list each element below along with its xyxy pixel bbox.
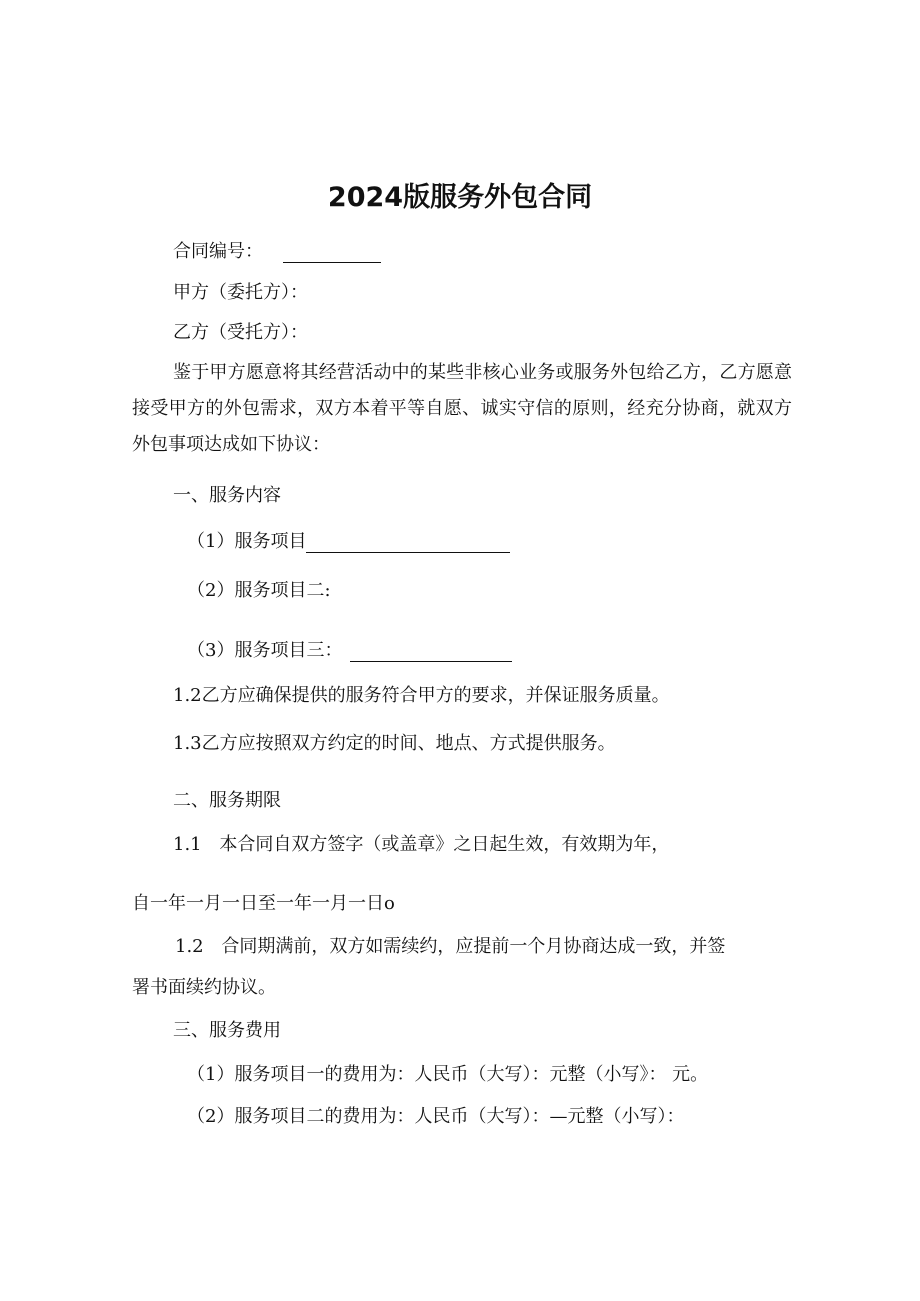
section2-heading: 二、服务期限: [173, 790, 281, 811]
term-clause-1-2: [175, 936, 725, 958]
service-item-3: [187, 640, 512, 662]
clause-1-2: 1.2乙方应确保提供的服务符合甲方的要求，并保证服务质量。: [173, 685, 670, 706]
service-item-3-label: （3）服务项目三：: [187, 640, 343, 661]
term-clause-1-1-continuation: 自一年一月一日至一年一月一日o: [132, 893, 395, 914]
section1-heading: 一、服务内容: [173, 485, 281, 506]
document-title: 2024版服务外包合同: [327, 182, 593, 213]
term-clause-1-1-number: 1.1: [173, 834, 202, 855]
term-clause-1-1: [173, 834, 669, 856]
term-clause-1-2-text: 合同期满前，双方如需续约，应提前一个月协商达成一致，并签: [221, 936, 726, 957]
service-item-1-label: （1）服务项目: [187, 531, 307, 552]
fee-item-1: （1）服务项目一的费用为：人民币（大写）：元整（小写》： 元。: [187, 1064, 709, 1085]
contract-number-blank: [283, 244, 381, 263]
party-b-label: 乙方（受托方）：: [173, 322, 308, 343]
clause-1-3: 1.3乙方应按照双方约定的时间、地点、方式提供服务。: [173, 733, 616, 754]
service-item-1-blank: [306, 534, 510, 553]
intro-paragraph: 鉴于甲方愿意将其经营活动中的某些非核心业务或服务外包给乙方，乙方愿意接受甲方的外包需求，双方本着平等自愿、诚实守信的原则，经充分协商，就双方外包事项达成如下协议：: [132, 362, 792, 455]
fee-item-2: （2）服务项目二的费用为：人民币（大写）：—元整（小写）：: [187, 1106, 685, 1127]
term-clause-1-1-text: 本合同自双方签字（或盖章》之日起生效，有效期为年，: [219, 834, 670, 855]
term-clause-1-2-continuation: 署书面续约协议。: [132, 977, 276, 998]
service-item-3-blank: [350, 643, 512, 662]
contract-number-line: [173, 241, 381, 263]
section3-heading: 三、服务费用: [173, 1020, 281, 1041]
service-item-1: [187, 531, 510, 553]
service-item-2: （2）服务项目二:: [187, 580, 331, 601]
party-a-label: 甲方（委托方）：: [173, 282, 308, 303]
term-clause-1-2-number: 1.2: [175, 936, 204, 957]
contract-number-label: 合同编号：: [173, 241, 263, 262]
